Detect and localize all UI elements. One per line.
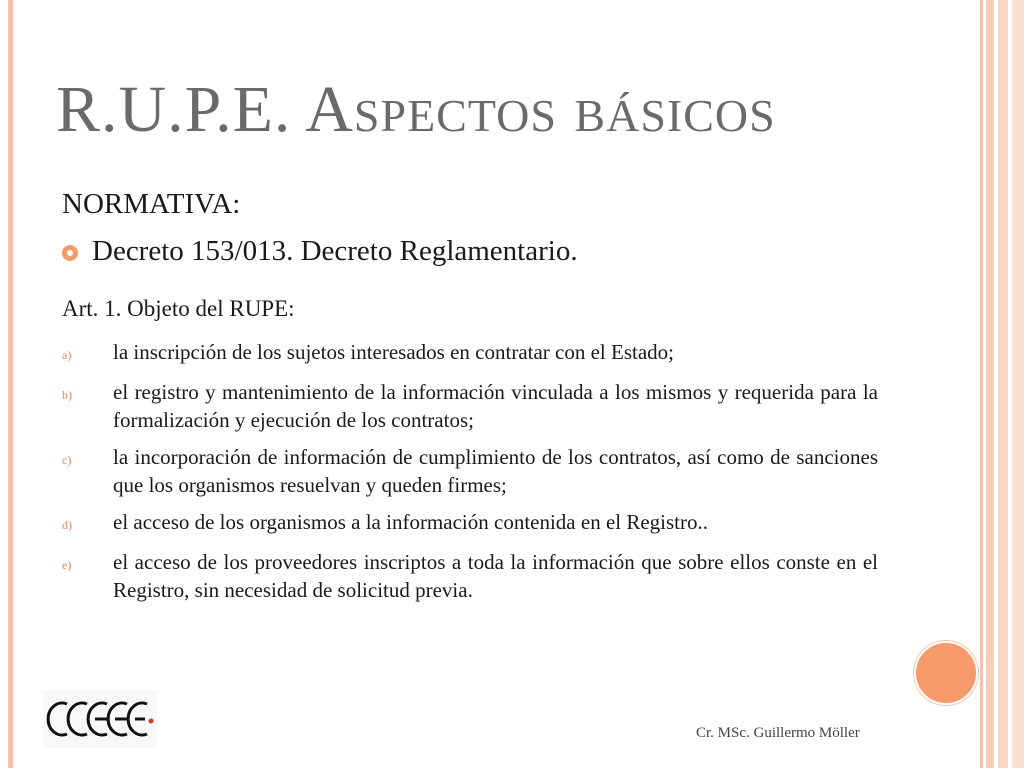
slide-title: R.U.P.E. Aspectos básicos — [56, 73, 776, 146]
right-border-stripe-3 — [998, 0, 1008, 768]
section-label: NORMATIVA: — [62, 188, 241, 220]
left-border-decoration — [8, 0, 13, 768]
item-marker: a) — [62, 348, 72, 362]
cceee-logo — [43, 690, 157, 748]
right-border-stripe-4 — [1012, 0, 1024, 768]
accent-circle-decoration — [914, 641, 978, 705]
item-marker: b) — [62, 388, 72, 402]
list-item — [62, 443, 878, 499]
item-text: el registro y mantenimiento de la información vinculada a los mismos y requerida para la formalización y ejecución de los contratos; — [113, 380, 878, 432]
list-item — [62, 508, 878, 539]
item-marker: d) — [62, 518, 72, 532]
list-item — [62, 338, 878, 369]
item-text: el acceso de los proveedores inscriptos a toda la información que sobre ellos conste en el Registro, sin necesidad de solicitud previa. — [113, 550, 878, 602]
item-text: la incorporación de información de cumplimiento de los contratos, así como de sanciones que los organismos resuelvan y queden firmes; — [113, 445, 878, 497]
article-heading: Art. 1. Objeto del RUPE: — [62, 296, 295, 321]
article-items-list — [62, 338, 878, 613]
bullet-text: Decreto 153/013. Decreto Reglamentario. — [92, 235, 578, 267]
right-border-stripe-2 — [986, 0, 994, 768]
footer-author: Cr. MSc. Guillermo Möller — [696, 725, 860, 741]
bullet-decree — [62, 235, 578, 268]
cceee-logo-icon — [43, 690, 157, 748]
bullet-icon — [62, 245, 78, 261]
item-text: el acceso de los organismos a la información contenida en el Registro.. — [113, 510, 709, 534]
list-item — [62, 548, 878, 604]
right-border-stripe-1 — [980, 0, 983, 768]
list-item — [62, 378, 878, 434]
item-marker: c) — [62, 453, 72, 467]
item-marker: e) — [62, 558, 72, 572]
item-text: la inscripción de los sujetos interesados en contratar con el Estado; — [113, 340, 675, 364]
